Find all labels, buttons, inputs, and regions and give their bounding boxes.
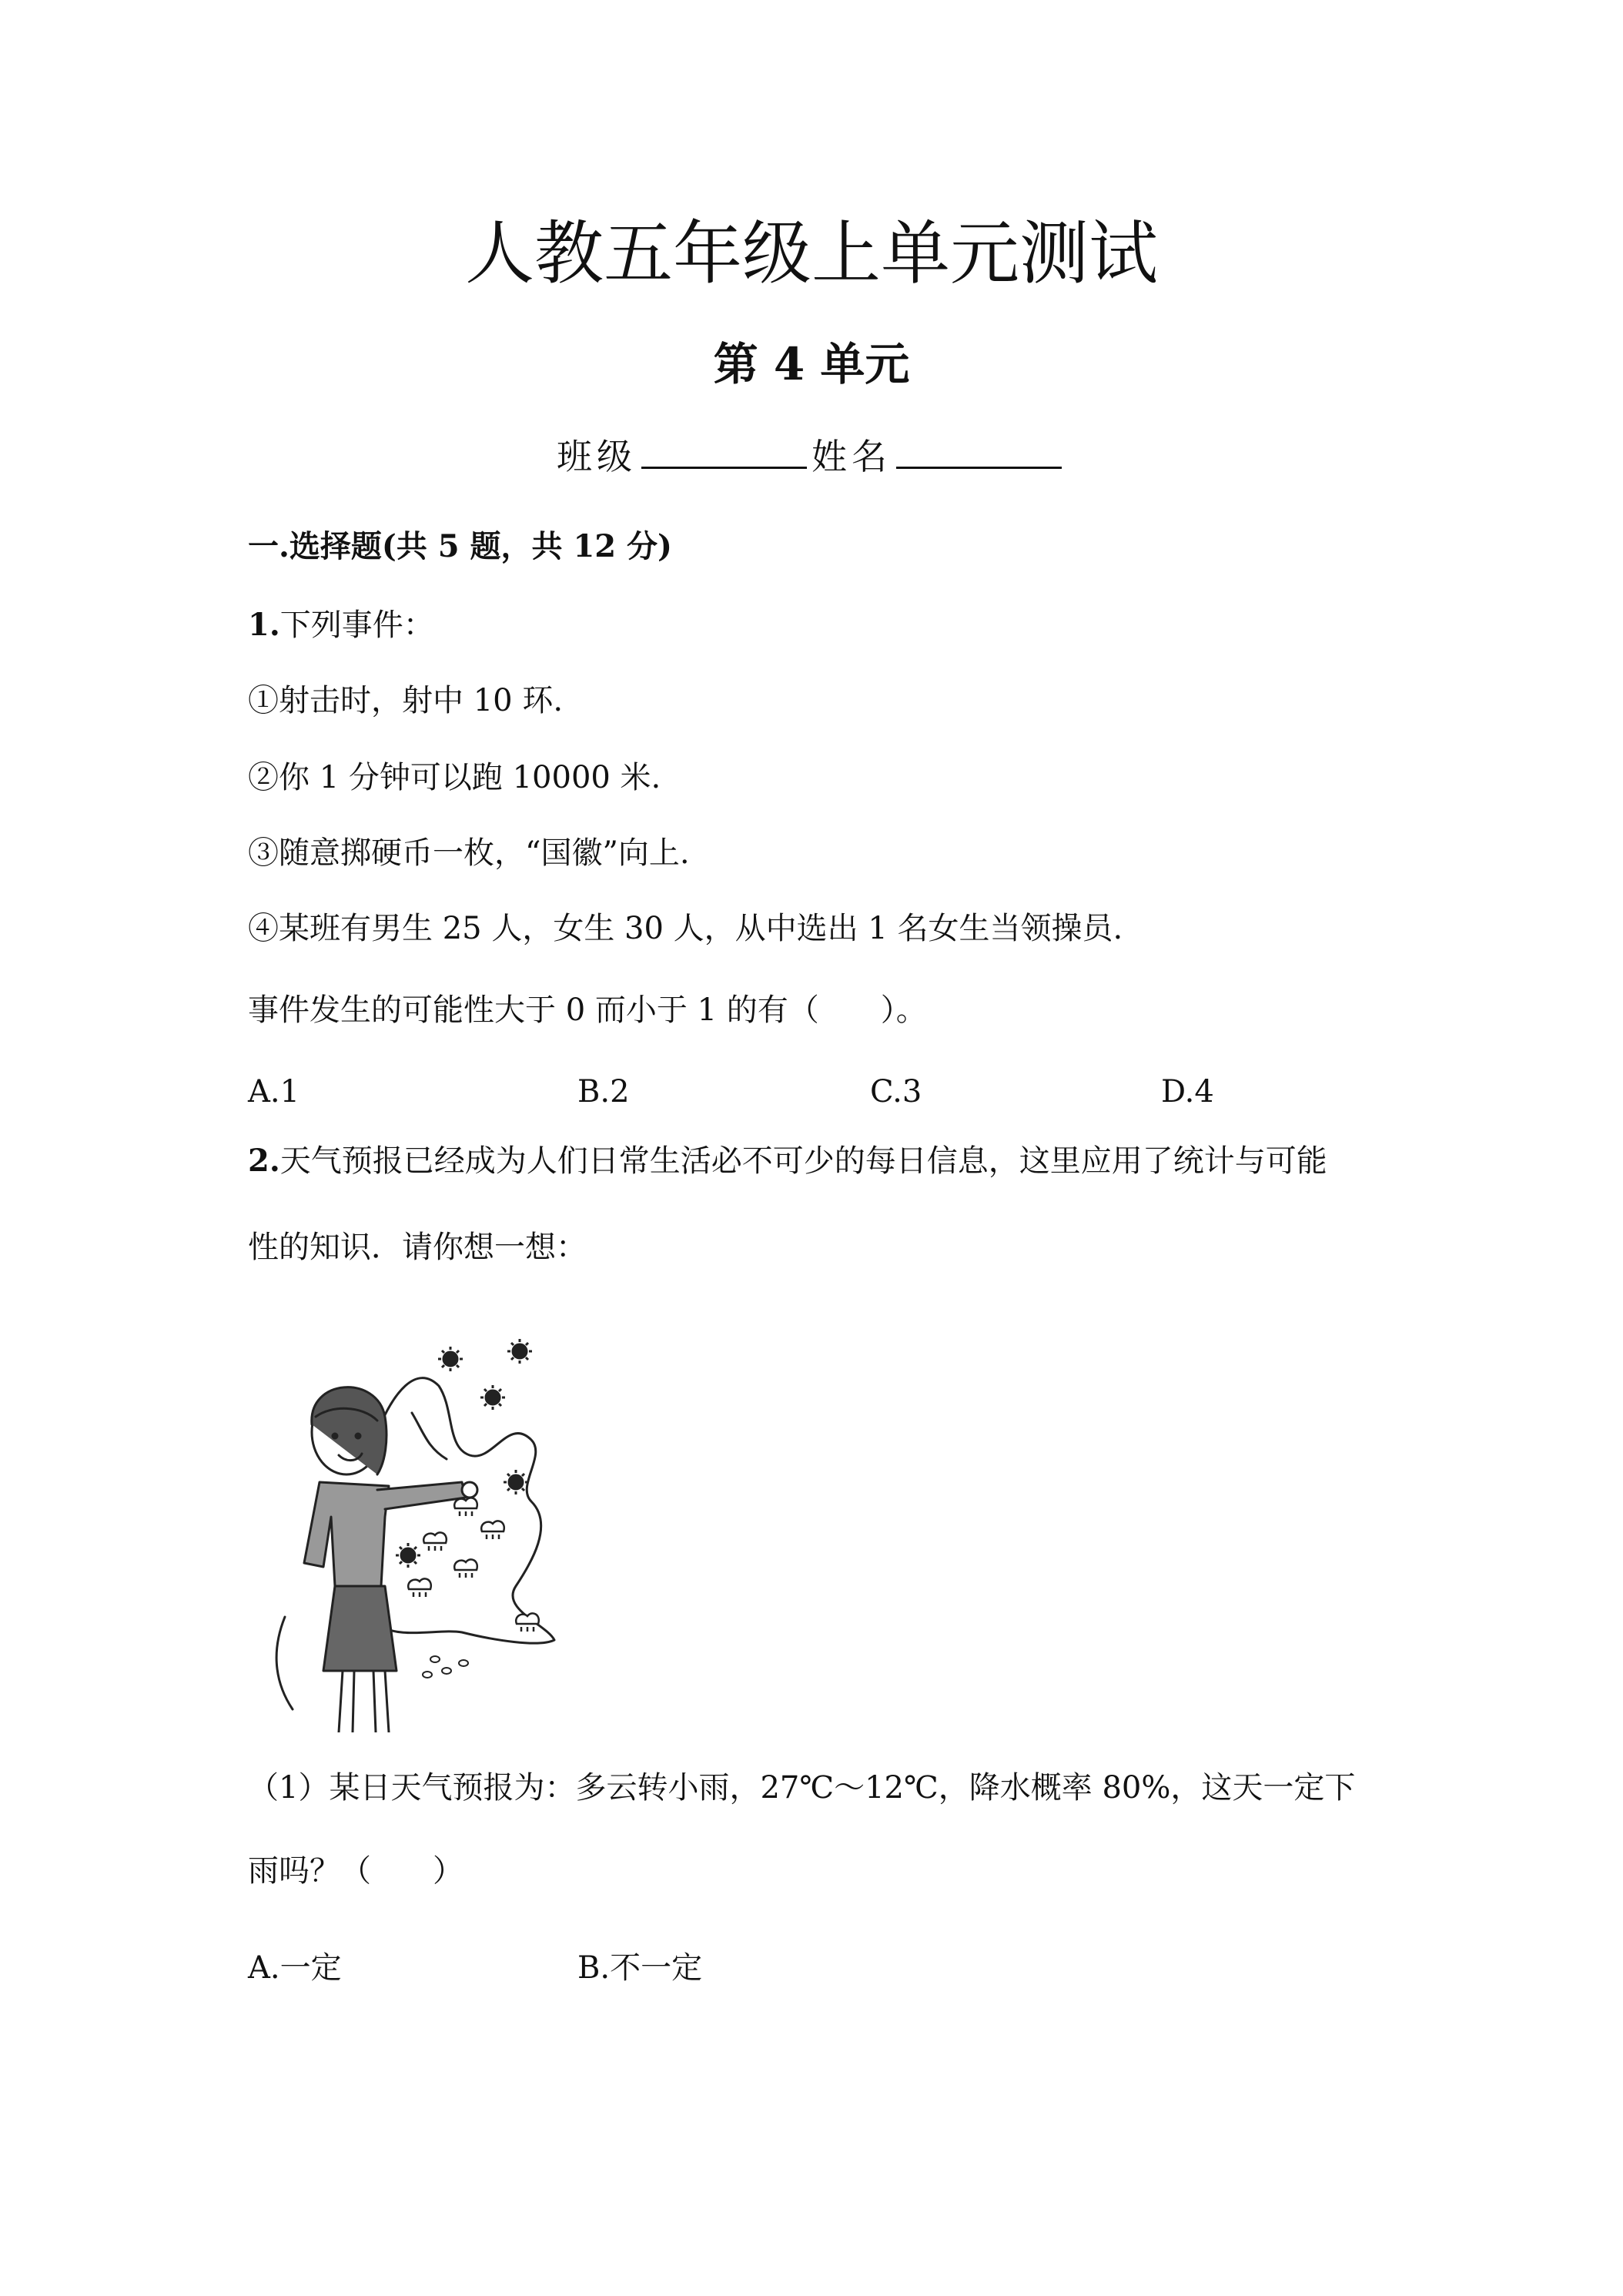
page-title: 人教五年级上单元测试 [465,213,1158,294]
question-1-ask: 事件发生的可能性大于 0 而小于 1 的有（ ）。 [248,992,927,1028]
class-label: 班级 [557,436,637,477]
sub-question-1: （1）某日天气预报为：多云转小雨，27℃～12℃，降水概率 80%，这天一定下 [248,1770,1356,1806]
question-text: 下列事件： [279,607,434,643]
question-2-prompt [248,1141,1327,1181]
option-d: D.4 [1161,1074,1214,1110]
event-item: ③随意掷硬币一枚，“国徽”向上. [248,835,690,871]
event-item: ④某班有男生 25 人，女生 30 人，从中选出 1 名女生当领操员. [248,911,1123,946]
option-b: B.不一定 [577,1950,703,1986]
unit-subtitle: 第 4 单元 [713,338,910,390]
student-info-line [0,428,1623,480]
section-heading: 一.选择题(共 5 题，共 12 分) [248,528,672,564]
name-blank [896,428,1062,469]
name-label: 姓名 [812,436,892,477]
question-number: 2. [248,1143,280,1179]
option-b: B.2 [577,1074,630,1110]
option-a: A.1 [248,1074,300,1110]
event-item: ①射击时，射中 10 环. [248,683,564,718]
weather-forecaster-illustration [262,1332,662,1732]
question-text: 天气预报已经成为人们日常生活必不可少的每日信息，这里应用了统计与可能 [279,1143,1327,1179]
event-item: ②你 1 分钟可以跑 10000 米. [248,760,661,795]
question-2-prompt-cont: 性的知识．请你想一想： [248,1230,587,1265]
class-blank [641,428,807,469]
question-number: 1. [248,607,280,643]
sub-question-1-cont: 雨吗？（ ） [248,1853,463,1889]
option-a: A.一定 [248,1950,342,1986]
question-1-prompt [248,605,434,645]
option-c: C.3 [870,1074,922,1110]
